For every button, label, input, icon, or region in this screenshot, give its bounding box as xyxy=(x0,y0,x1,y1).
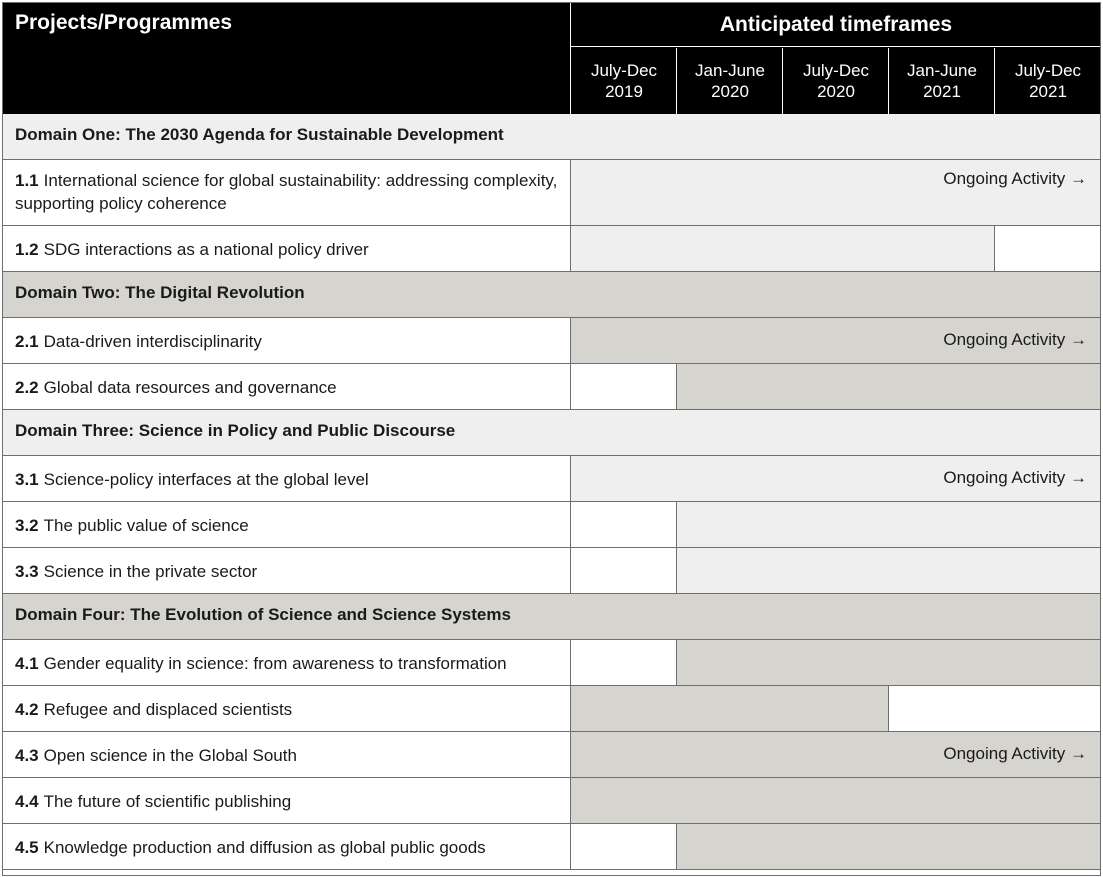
period-months: July-Dec xyxy=(802,61,870,80)
column-divider xyxy=(570,318,571,363)
project-number: 4.4 xyxy=(15,792,39,811)
ongoing-activity-label: Ongoing Activity → xyxy=(943,744,1087,763)
column-divider xyxy=(570,364,571,409)
table-row xyxy=(2,160,1101,226)
project-label xyxy=(15,514,563,537)
table-row xyxy=(2,226,1101,272)
period-header xyxy=(783,48,889,114)
timeframe-bar xyxy=(571,226,995,271)
column-divider xyxy=(570,226,571,271)
timeframe-bar xyxy=(677,640,1101,685)
table-row xyxy=(2,548,1101,594)
column-divider xyxy=(570,548,571,593)
project-title: Open science in the Global South xyxy=(43,746,297,765)
period-label xyxy=(695,60,765,102)
project-label xyxy=(15,744,563,767)
table-row xyxy=(2,456,1101,502)
column-divider xyxy=(570,502,571,547)
ongoing-activity-label: Ongoing Activity → xyxy=(943,330,1087,349)
table-row xyxy=(2,686,1101,732)
project-label xyxy=(15,560,563,583)
column-divider xyxy=(570,686,571,731)
project-label xyxy=(15,836,563,859)
domain-title: Domain Three: Science in Policy and Public Discourse xyxy=(15,421,456,440)
project-title: Gender equality in science: from awareness to transformation xyxy=(43,654,507,673)
project-label xyxy=(15,169,563,215)
period-year: 2019 xyxy=(605,82,643,101)
domain-title: Domain Two: The Digital Revolution xyxy=(15,283,305,302)
table-row xyxy=(2,640,1101,686)
project-title: International science for global sustainability: addressing complexity, supporting policy coherence xyxy=(15,171,558,213)
table-row xyxy=(2,824,1101,870)
timeframe-boundary xyxy=(676,640,677,685)
period-label xyxy=(907,60,977,102)
timeframe-bar xyxy=(677,364,1101,409)
project-label xyxy=(15,238,563,261)
column-divider xyxy=(570,778,571,823)
period-months: July-Dec xyxy=(1014,61,1082,80)
project-title: Science in the private sector xyxy=(43,562,258,581)
project-number: 3.3 xyxy=(15,562,39,581)
domain-row xyxy=(2,410,1101,456)
project-number: 3.2 xyxy=(15,516,39,535)
domain-row xyxy=(2,272,1101,318)
domain-row xyxy=(2,594,1101,640)
column-divider xyxy=(570,640,571,685)
project-title: SDG interactions as a national policy driver xyxy=(43,240,369,259)
project-number: 2.2 xyxy=(15,378,39,397)
ongoing-activity-label: Ongoing Activity → xyxy=(943,169,1087,188)
project-number: 1.1 xyxy=(15,171,39,190)
project-number: 4.2 xyxy=(15,700,39,719)
period-months: Jan-June xyxy=(695,61,765,80)
project-title: Science-policy interfaces at the global level xyxy=(43,470,369,489)
timeframe-boundary xyxy=(676,548,677,593)
project-label xyxy=(15,652,563,675)
timeframe-boundary xyxy=(994,226,995,271)
table-row xyxy=(2,778,1101,824)
project-label xyxy=(15,698,563,721)
period-header xyxy=(571,48,677,114)
period-year: 2020 xyxy=(711,82,749,101)
timeframe-table xyxy=(2,2,1101,876)
period-year: 2021 xyxy=(923,82,961,101)
period-label xyxy=(591,60,657,102)
header-timeframes-cell xyxy=(571,2,1101,114)
timeframe-bar xyxy=(677,548,1101,593)
timeframe-bar xyxy=(677,824,1101,869)
period-header xyxy=(889,48,995,114)
project-title: Global data resources and governance xyxy=(43,378,337,397)
project-title: The public value of science xyxy=(43,516,249,535)
project-number: 3.1 xyxy=(15,470,39,489)
table-row xyxy=(2,318,1101,364)
timeframe-bar xyxy=(571,686,889,731)
timeframe-boundary xyxy=(888,686,889,731)
period-divider xyxy=(782,48,783,114)
period-months: Jan-June xyxy=(907,61,977,80)
period-divider xyxy=(676,48,677,114)
project-number: 4.5 xyxy=(15,838,39,857)
period-year: 2021 xyxy=(1029,82,1067,101)
timeframe-boundary xyxy=(676,824,677,869)
domain-row xyxy=(2,114,1101,160)
table-row xyxy=(2,364,1101,410)
column-divider xyxy=(570,160,571,225)
projects-heading: Projects/Programmes xyxy=(15,11,233,34)
column-divider xyxy=(570,824,571,869)
timeframe-bar xyxy=(677,502,1101,547)
period-divider xyxy=(994,48,995,114)
period-label xyxy=(1015,60,1081,102)
timeframe-boundary xyxy=(676,502,677,547)
project-title: Refugee and displaced scientists xyxy=(43,700,293,719)
period-header xyxy=(677,48,783,114)
project-title: Data-driven interdisciplinarity xyxy=(43,332,262,351)
column-divider xyxy=(570,456,571,501)
period-header xyxy=(995,48,1101,114)
table-row xyxy=(2,502,1101,548)
period-divider xyxy=(888,48,889,114)
period-year: 2020 xyxy=(817,82,855,101)
column-divider xyxy=(570,732,571,777)
header-projects-cell xyxy=(2,2,570,114)
timeframe-boundary xyxy=(676,364,677,409)
domain-title: Domain Four: The Evolution of Science and Science Systems xyxy=(15,605,511,624)
period-label xyxy=(803,60,869,102)
ongoing-activity-label: Ongoing Activity → xyxy=(943,468,1087,487)
project-label xyxy=(15,790,563,813)
timeframes-heading: Anticipated timeframes xyxy=(571,2,1101,47)
timeframe-bar xyxy=(571,778,1101,823)
project-label xyxy=(15,468,563,491)
project-number: 4.1 xyxy=(15,654,39,673)
table-row xyxy=(2,732,1101,778)
project-title: The future of scientific publishing xyxy=(43,792,292,811)
domain-title: Domain One: The 2030 Agenda for Sustainable Development xyxy=(15,125,504,144)
project-number: 1.2 xyxy=(15,240,39,259)
project-label xyxy=(15,330,563,353)
project-label xyxy=(15,376,563,399)
project-number: 4.3 xyxy=(15,746,39,765)
period-months: July-Dec xyxy=(590,61,658,80)
project-number: 2.1 xyxy=(15,332,39,351)
project-title: Knowledge production and diffusion as global public goods xyxy=(43,838,486,857)
